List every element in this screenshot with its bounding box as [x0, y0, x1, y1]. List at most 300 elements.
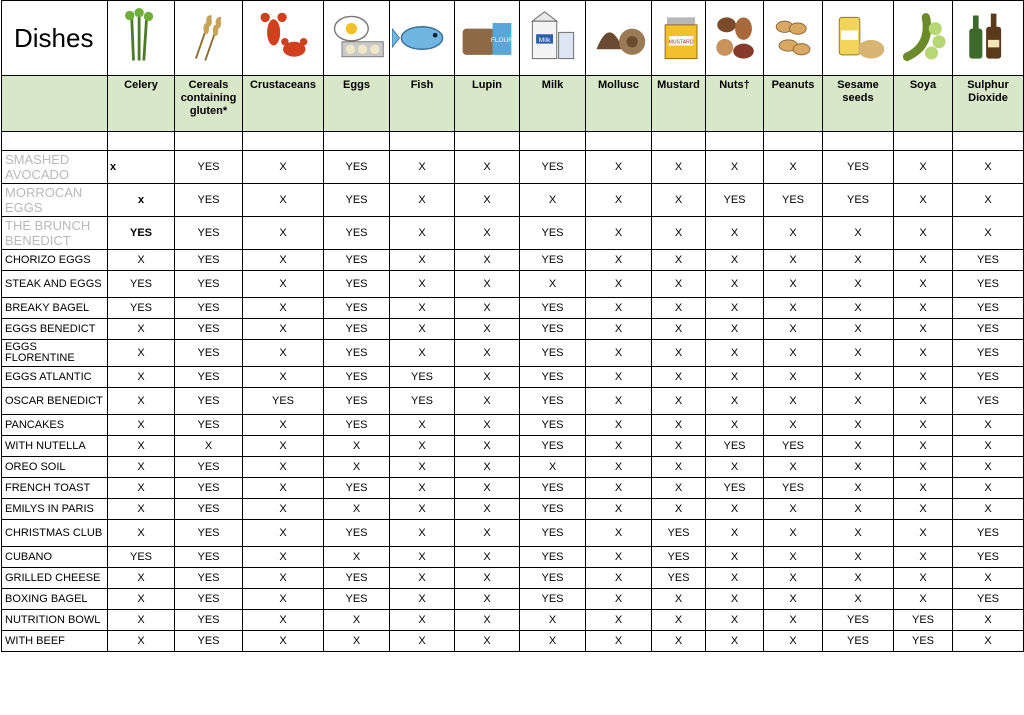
dish-name: EGGS BENEDICT	[2, 319, 108, 340]
allergen-cell: X	[455, 610, 520, 631]
icon-cell	[706, 1, 764, 76]
allergen-cell: X	[390, 184, 455, 217]
allergen-cell: X	[764, 367, 823, 388]
allergen-cell: X	[390, 250, 455, 271]
allergen-cell: X	[108, 250, 175, 271]
allergen-cell: X	[390, 151, 455, 184]
icon-cell	[108, 1, 175, 76]
allergen-cell: X	[586, 184, 652, 217]
allergen-cell: YES	[953, 250, 1024, 271]
allergen-cell: X	[652, 217, 706, 250]
allergen-cell: X	[652, 478, 706, 499]
soybean-icon	[894, 8, 953, 68]
allergen-cell: YES	[324, 151, 390, 184]
allergen-cell: X	[390, 589, 455, 610]
allergen-cell: YES	[175, 631, 243, 652]
allergen-header: Soya	[894, 76, 953, 132]
allergen-cell: YES	[953, 340, 1024, 367]
allergen-cell: X	[390, 547, 455, 568]
allergen-cell: YES	[520, 415, 586, 436]
allergen-cell: YES	[108, 217, 175, 250]
allergen-cell: X	[455, 250, 520, 271]
spacer-cell	[390, 132, 455, 151]
header-corner	[2, 76, 108, 132]
allergen-cell: X	[764, 151, 823, 184]
spacer-cell	[894, 132, 953, 151]
allergen-cell: YES	[520, 367, 586, 388]
allergen-cell: YES	[108, 547, 175, 568]
spacer-cell	[520, 132, 586, 151]
allergen-cell: X	[243, 250, 324, 271]
allergen-cell: X	[706, 589, 764, 610]
allergen-cell: X	[586, 568, 652, 589]
allergen-cell: X	[243, 415, 324, 436]
dish-name: EMILYS IN PARIS	[2, 499, 108, 520]
allergen-cell: X	[823, 478, 894, 499]
allergen-cell: YES	[324, 319, 390, 340]
allergen-cell: YES	[706, 184, 764, 217]
allergen-cell: X	[390, 457, 455, 478]
allergen-cell: X	[243, 499, 324, 520]
allergen-cell: YES	[953, 589, 1024, 610]
allergen-cell: YES	[324, 367, 390, 388]
allergen-cell: X	[706, 298, 764, 319]
dish-name: THE BRUNCH BENEDICT	[2, 217, 108, 250]
allergen-cell: X	[953, 184, 1024, 217]
allergen-cell: X	[455, 547, 520, 568]
spacer-cell	[586, 132, 652, 151]
icon-cell	[455, 1, 520, 76]
allergen-cell: YES	[520, 520, 586, 547]
allergen-cell: X	[953, 478, 1024, 499]
allergen-cell: YES	[175, 520, 243, 547]
allergen-cell: X	[706, 568, 764, 589]
svg-text:MUSTARD: MUSTARD	[668, 39, 694, 46]
allergen-cell: X	[894, 217, 953, 250]
allergen-cell: YES	[175, 478, 243, 499]
table-row	[2, 388, 1024, 415]
allergen-cell: YES	[175, 547, 243, 568]
allergen-cell: X	[390, 271, 455, 298]
allergen-cell: YES	[953, 388, 1024, 415]
allergen-cell: X	[586, 547, 652, 568]
allergen-cell: X	[108, 631, 175, 652]
allergen-cell: YES	[324, 415, 390, 436]
dish-name: CHORIZO EGGS	[2, 250, 108, 271]
allergen-cell: X	[108, 478, 175, 499]
table-row	[2, 250, 1024, 271]
mustard-jar-icon	[652, 8, 706, 68]
allergen-cell: X	[894, 589, 953, 610]
allergen-cell: X	[764, 415, 823, 436]
allergen-cell: YES	[175, 319, 243, 340]
egg-icon	[327, 8, 387, 68]
allergen-cell: X	[652, 151, 706, 184]
allergen-cell: X	[823, 340, 894, 367]
allergen-cell: YES	[520, 478, 586, 499]
icon-cell	[586, 1, 652, 76]
allergen-cell: X	[894, 436, 953, 457]
allergen-cell: YES	[175, 610, 243, 631]
table-row	[2, 478, 1024, 499]
allergen-cell: X	[390, 499, 455, 520]
table-row	[2, 610, 1024, 631]
allergen-cell: X	[706, 271, 764, 298]
allergen-cell: X	[652, 184, 706, 217]
allergen-cell: X	[243, 217, 324, 250]
table-row	[2, 184, 1024, 217]
allergen-cell: X	[455, 568, 520, 589]
allergen-cell: YES	[706, 478, 764, 499]
allergen-cell: X	[823, 520, 894, 547]
wheat-icon	[179, 8, 239, 68]
allergen-cell: X	[390, 610, 455, 631]
allergen-cell: X	[243, 478, 324, 499]
allergen-cell: X	[455, 436, 520, 457]
allergen-cell: X	[764, 250, 823, 271]
allergen-cell: X	[390, 415, 455, 436]
table-row	[2, 547, 1024, 568]
allergen-cell: YES	[823, 151, 894, 184]
allergen-cell: X	[390, 298, 455, 319]
dish-name: OREO SOIL	[2, 457, 108, 478]
shell-icon	[589, 8, 649, 68]
table-row	[2, 340, 1024, 367]
allergen-cell: X	[823, 250, 894, 271]
allergen-cell: YES	[175, 589, 243, 610]
spacer-cell	[108, 132, 175, 151]
allergen-cell: YES	[520, 250, 586, 271]
allergen-cell: X	[455, 631, 520, 652]
allergen-cell: X	[652, 388, 706, 415]
allergen-header: Lupin	[455, 76, 520, 132]
allergen-cell: YES	[520, 151, 586, 184]
allergen-cell: X	[764, 631, 823, 652]
allergen-cell: X	[520, 271, 586, 298]
dish-name: OSCAR BENEDICT	[2, 388, 108, 415]
allergen-cell: X	[706, 217, 764, 250]
allergen-cell: X	[390, 520, 455, 547]
allergen-cell: X	[243, 151, 324, 184]
allergen-cell: X	[455, 340, 520, 367]
table-row	[2, 520, 1024, 547]
allergen-cell: YES	[324, 271, 390, 298]
allergen-cell: X	[390, 217, 455, 250]
spacer-cell	[706, 132, 764, 151]
allergen-cell: X	[520, 610, 586, 631]
allergen-cell: X	[108, 388, 175, 415]
allergen-cell: X	[652, 367, 706, 388]
allergen-cell: X	[586, 367, 652, 388]
allergen-cell: X	[706, 151, 764, 184]
icon-cell	[243, 1, 324, 76]
allergen-cell: YES	[953, 367, 1024, 388]
allergen-cell: X	[823, 367, 894, 388]
allergen-cell: X	[764, 499, 823, 520]
spacer-cell	[953, 132, 1024, 151]
allergen-cell: X	[243, 319, 324, 340]
allergen-cell: X	[586, 217, 652, 250]
table-row	[2, 568, 1024, 589]
allergen-cell: X	[823, 547, 894, 568]
allergen-cell: YES	[175, 415, 243, 436]
allergen-header: Milk	[520, 76, 586, 132]
allergen-cell: x	[108, 151, 175, 184]
icon-cell	[652, 1, 706, 76]
allergen-cell: YES	[894, 631, 953, 652]
lupin-flour-icon	[457, 8, 517, 68]
dish-name: BOXING BAGEL	[2, 589, 108, 610]
allergen-header: Cereals containing gluten*	[175, 76, 243, 132]
allergen-cell: X	[953, 568, 1024, 589]
sesame-oil-icon	[828, 8, 888, 68]
table-row	[2, 436, 1024, 457]
allergen-cell: YES	[324, 520, 390, 547]
allergen-cell: X	[652, 499, 706, 520]
allergen-cell: X	[706, 415, 764, 436]
allergen-cell: X	[243, 436, 324, 457]
allergen-header: Celery	[108, 76, 175, 132]
allergen-cell: X	[823, 217, 894, 250]
allergen-cell: X	[823, 388, 894, 415]
allergen-cell: X	[823, 499, 894, 520]
allergen-cell: X	[455, 298, 520, 319]
allergen-cell: X	[455, 184, 520, 217]
allergen-cell: YES	[894, 610, 953, 631]
allergen-cell: X	[390, 340, 455, 367]
dish-name: EGGS FLORENTINE	[2, 340, 108, 367]
allergen-cell: X	[706, 610, 764, 631]
allergen-cell: YES	[324, 250, 390, 271]
icon-cell	[894, 1, 953, 76]
allergen-cell: YES	[953, 319, 1024, 340]
allergen-cell: X	[586, 631, 652, 652]
allergen-cell: X	[764, 589, 823, 610]
allergen-cell: X	[894, 388, 953, 415]
allergen-cell: X	[652, 250, 706, 271]
allergen-cell: X	[652, 340, 706, 367]
allergen-cell: X	[894, 151, 953, 184]
allergen-cell: YES	[764, 478, 823, 499]
allergen-cell: X	[706, 388, 764, 415]
allergen-cell: X	[520, 184, 586, 217]
allergen-cell: YES	[175, 151, 243, 184]
allergen-cell: X	[243, 589, 324, 610]
allergen-cell: YES	[324, 340, 390, 367]
allergen-cell: X	[108, 436, 175, 457]
spacer-cell	[823, 132, 894, 151]
icon-cell	[953, 1, 1024, 76]
allergen-cell: X	[390, 319, 455, 340]
allergen-cell: X	[706, 457, 764, 478]
allergen-cell: X	[652, 319, 706, 340]
allergen-cell: YES	[953, 547, 1024, 568]
allergen-cell: X	[108, 610, 175, 631]
allergen-cell: YES	[175, 340, 243, 367]
allergen-cell: X	[108, 457, 175, 478]
allergen-cell: YES	[823, 631, 894, 652]
allergen-cell: X	[455, 478, 520, 499]
allergen-header: Sulphur Dioxide	[953, 76, 1024, 132]
table-row	[2, 631, 1024, 652]
allergen-cell: X	[108, 499, 175, 520]
table-row	[2, 415, 1024, 436]
allergen-cell: X	[586, 415, 652, 436]
allergen-cell: YES	[520, 319, 586, 340]
allergen-cell: X	[894, 520, 953, 547]
dish-name: NUTRITION BOWL	[2, 610, 108, 631]
allergen-cell: X	[894, 319, 953, 340]
allergen-cell: YES	[175, 457, 243, 478]
allergen-cell: X	[586, 340, 652, 367]
dish-name: WITH NUTELLA	[2, 436, 108, 457]
allergen-cell: X	[455, 151, 520, 184]
allergen-cell: X	[108, 340, 175, 367]
allergen-cell: X	[894, 367, 953, 388]
spacer-cell	[2, 132, 108, 151]
allergen-cell: X	[953, 610, 1024, 631]
allergen-cell: X	[652, 631, 706, 652]
allergen-cell: YES	[324, 298, 390, 319]
allergen-cell: YES	[652, 547, 706, 568]
allergen-cell: YES	[324, 388, 390, 415]
allergen-cell: X	[953, 151, 1024, 184]
allergen-cell: X	[586, 151, 652, 184]
allergen-cell: X	[706, 547, 764, 568]
allergen-cell: X	[894, 298, 953, 319]
allergen-cell: X	[243, 298, 324, 319]
allergen-cell: X	[652, 415, 706, 436]
allergen-cell: YES	[324, 589, 390, 610]
allergen-cell: X	[108, 589, 175, 610]
allergen-cell: X	[108, 319, 175, 340]
dish-name: CUBANO	[2, 547, 108, 568]
allergen-cell: YES	[823, 184, 894, 217]
allergen-cell: X	[894, 250, 953, 271]
allergen-cell: X	[108, 415, 175, 436]
header-row	[2, 76, 1024, 132]
allergen-cell: X	[764, 610, 823, 631]
allergen-cell: X	[455, 415, 520, 436]
allergen-cell: X	[586, 457, 652, 478]
allergen-cell: X	[586, 520, 652, 547]
allergen-cell: X	[894, 184, 953, 217]
allergen-cell: X	[764, 271, 823, 298]
allergen-cell: X	[894, 499, 953, 520]
lobster-crab-icon	[253, 8, 313, 68]
table-row	[2, 457, 1024, 478]
icon-cell	[175, 1, 243, 76]
allergen-cell: X	[894, 568, 953, 589]
spacer-cell	[455, 132, 520, 151]
allergen-header: Mollusc	[586, 76, 652, 132]
dish-name: SMASHED AVOCADO	[2, 151, 108, 184]
allergen-cell: YES	[175, 250, 243, 271]
allergen-cell: X	[652, 589, 706, 610]
allergen-cell: X	[706, 631, 764, 652]
allergen-cell: X	[243, 367, 324, 388]
icon-cell	[823, 1, 894, 76]
svg-text:Milk: Milk	[538, 36, 550, 44]
allergen-cell: X	[764, 340, 823, 367]
allergen-cell: X	[652, 436, 706, 457]
spacer-cell	[243, 132, 324, 151]
allergen-cell: YES	[108, 271, 175, 298]
allergen-cell: YES	[175, 217, 243, 250]
allergen-cell: X	[243, 184, 324, 217]
allergen-cell: X	[586, 388, 652, 415]
allergen-header: Sesame seeds	[823, 76, 894, 132]
allergen-cell: X	[764, 319, 823, 340]
allergen-cell: X	[823, 271, 894, 298]
allergen-cell: X	[586, 271, 652, 298]
allergen-cell: X	[586, 319, 652, 340]
wine-bottle-icon	[958, 8, 1018, 68]
allergen-cell: X	[586, 499, 652, 520]
allergen-cell: YES	[520, 499, 586, 520]
allergen-cell: X	[455, 319, 520, 340]
allergen-cell: X	[324, 457, 390, 478]
table-row	[2, 589, 1024, 610]
allergen-cell: X	[953, 217, 1024, 250]
allergen-header: Peanuts	[764, 76, 823, 132]
allergen-cell: YES	[175, 298, 243, 319]
allergen-cell: X	[586, 589, 652, 610]
icon-row	[2, 1, 1024, 76]
table-row	[2, 151, 1024, 184]
allergen-header: Eggs	[324, 76, 390, 132]
allergen-cell: X	[706, 319, 764, 340]
allergen-cell: X	[894, 271, 953, 298]
allergen-cell: X	[243, 271, 324, 298]
table-row	[2, 499, 1024, 520]
allergen-cell: X	[764, 217, 823, 250]
allergen-cell: YES	[520, 547, 586, 568]
allergen-cell: X	[455, 271, 520, 298]
allergen-cell: X	[243, 340, 324, 367]
allergen-cell: X	[823, 319, 894, 340]
allergen-cell: YES	[520, 388, 586, 415]
spacer-cell	[324, 132, 390, 151]
allergen-cell: YES	[390, 367, 455, 388]
allergen-cell: X	[586, 610, 652, 631]
allergen-cell: YES	[324, 217, 390, 250]
allergen-cell: X	[894, 415, 953, 436]
allergen-cell: X	[894, 478, 953, 499]
allergen-cell: X	[243, 610, 324, 631]
allergen-cell: X	[455, 388, 520, 415]
allergen-cell: YES	[520, 568, 586, 589]
allergen-cell: X	[324, 499, 390, 520]
allergen-cell: YES	[324, 568, 390, 589]
dish-name: FRENCH TOAST	[2, 478, 108, 499]
allergen-cell: X	[823, 436, 894, 457]
allergen-cell: X	[455, 457, 520, 478]
fish-icon	[392, 8, 452, 68]
allergen-cell: X	[652, 610, 706, 631]
allergen-cell: X	[108, 367, 175, 388]
allergen-cell: X	[455, 520, 520, 547]
allergen-cell: YES	[764, 436, 823, 457]
allergen-cell: X	[823, 457, 894, 478]
allergen-cell: YES	[175, 271, 243, 298]
allergen-cell: YES	[520, 340, 586, 367]
allergen-cell: X	[108, 520, 175, 547]
allergen-cell: X	[764, 520, 823, 547]
spacer-cell	[764, 132, 823, 151]
allergen-cell: X	[764, 568, 823, 589]
allergen-cell: X	[706, 340, 764, 367]
